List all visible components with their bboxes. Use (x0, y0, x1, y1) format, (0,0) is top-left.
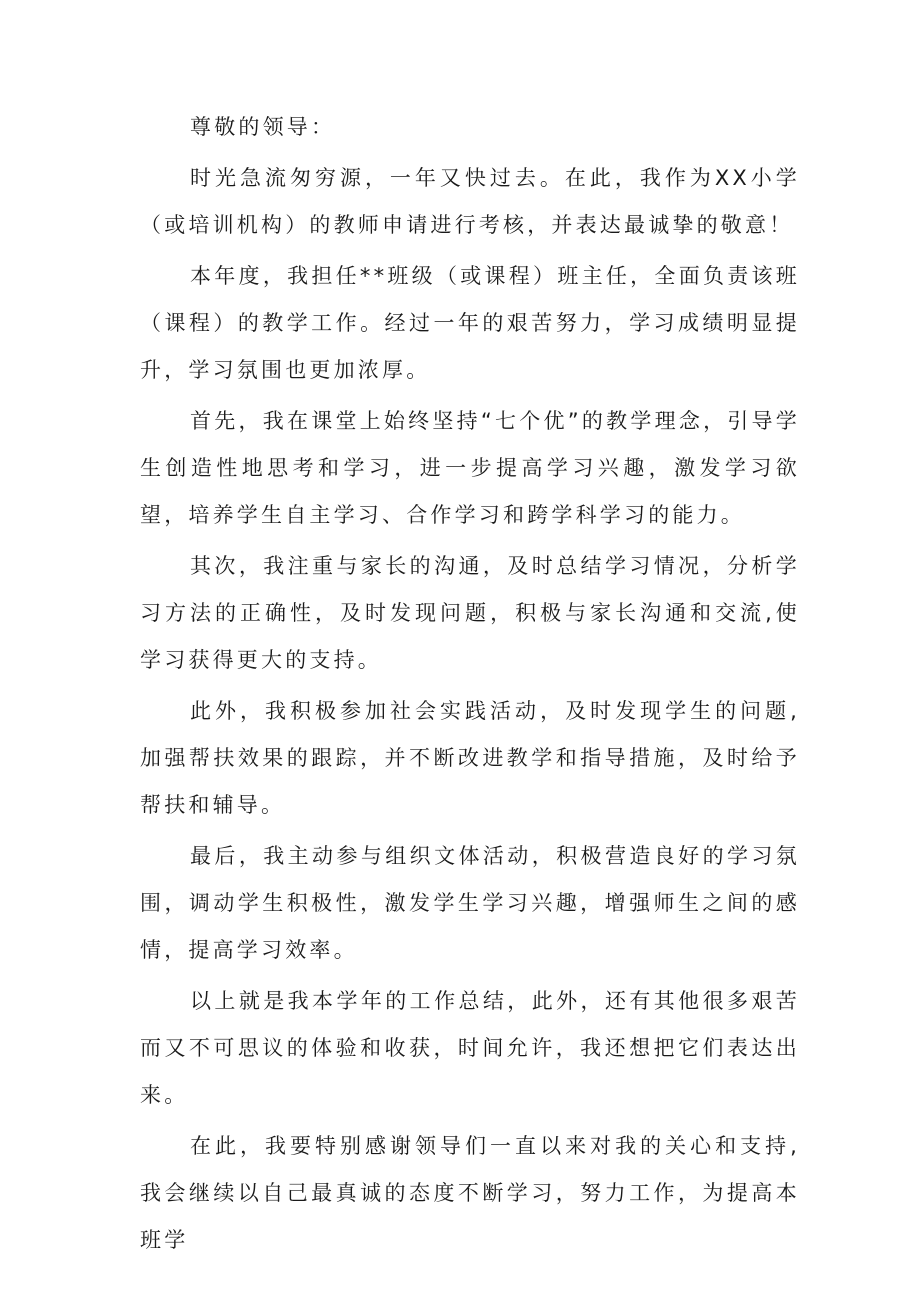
paragraph-thanks: 在此，我要特别感谢领导们一直以来对我的关心和支持,我会继续以自己最真诚的态度不断学习，努力工作，为提高本班学 (140, 1134, 800, 1252)
paragraph-last: 最后，我主动参与组织文体活动，积极营造良好的学习氛围，调动学生积极性，激发学生学习兴趣，增强师生之间的感情，提高学习效率。 (140, 844, 800, 962)
letter-body (140, 104, 800, 1268)
paragraph-role: 本年度，我担任**班级（或课程）班主任，全面负责该班（课程）的教学工作。经过一年的艰苦努力，学习成绩明显提升，学习氛围也更加浓厚。 (140, 264, 800, 382)
paragraph-additional: 此外，我积极参加社会实践活动，及时发现学生的问题,加强帮扶效果的跟踪，并不断改进教学和指导措施，及时给予帮扶和辅导。 (140, 699, 800, 817)
salutation: 尊敬的领导： (190, 115, 336, 139)
paragraph-second: 其次，我注重与家长的沟通，及时总结学习情况，分析学习方法的正确性，及时发现问题，积极与家长沟通和交流,使学习获得更大的支持。 (140, 554, 800, 672)
paragraph-opening: 时光急流匆穷源，一年又快过去。在此，我作为XX小学（或培训机构）的教师申请进行考核，并表达最诚挚的敬意！ (140, 166, 800, 237)
paragraph-summary: 以上就是我本学年的工作总结，此外，还有其他很多艰苦而又不可思议的体验和收获，时间允许，我还想把它们表达出来。 (140, 989, 800, 1107)
paragraph-first: 首先，我在课堂上始终坚持“七个优”的教学理念，引导学生创造性地思考和学习，进一步提高学习兴趣，激发学习欲望，培养学生自主学习、合作学习和跨学科学习的能力。 (140, 409, 800, 527)
